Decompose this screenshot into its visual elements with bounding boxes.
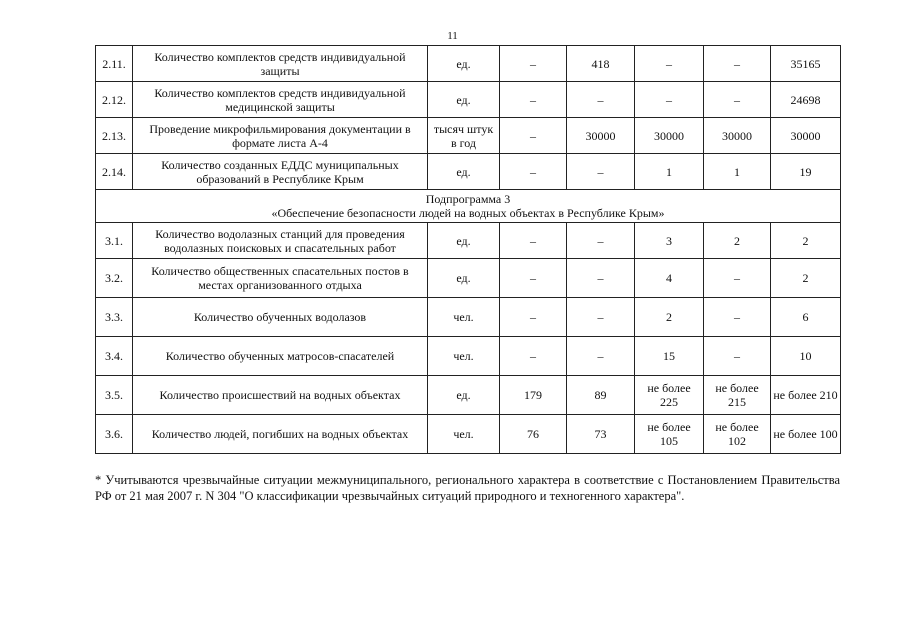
table-row [96, 337, 841, 376]
unit-cell: тысяч штук в год [428, 118, 500, 154]
value-cell: – [500, 46, 567, 82]
value-cell: 1 [635, 154, 704, 190]
value-cell: 30000 [704, 118, 771, 154]
value-cell: 4 [635, 259, 704, 298]
value-cell: – [704, 259, 771, 298]
value-cell: 73 [567, 415, 635, 454]
indicator-name: Количество обученных водолазов [133, 298, 428, 337]
value-cell: – [704, 337, 771, 376]
row-number: 2.11. [96, 46, 133, 82]
table-row [96, 82, 841, 118]
indicator-name: Количество происшествий на водных объектах [133, 376, 428, 415]
row-number: 3.4. [96, 337, 133, 376]
value-cell: 10 [771, 337, 841, 376]
indicator-name: Количество общественных спасательных постов в местах организованного отдыха [133, 259, 428, 298]
value-cell: не более 100 [771, 415, 841, 454]
table-row [96, 46, 841, 82]
value-cell: 19 [771, 154, 841, 190]
value-cell: 35165 [771, 46, 841, 82]
unit-cell: чел. [428, 337, 500, 376]
value-cell: 2 [704, 223, 771, 259]
value-cell: – [567, 337, 635, 376]
indicator-name: Количество комплектов средств индивидуальной медицинской защиты [133, 82, 428, 118]
value-cell: – [500, 337, 567, 376]
indicator-name: Количество созданных ЕДДС муниципальных образований в Республике Крым [133, 154, 428, 190]
unit-cell: чел. [428, 298, 500, 337]
value-cell: – [704, 82, 771, 118]
row-number: 2.13. [96, 118, 133, 154]
unit-cell: ед. [428, 259, 500, 298]
page-number: 11 [447, 30, 458, 42]
value-cell: – [500, 298, 567, 337]
value-cell: 6 [771, 298, 841, 337]
value-cell: – [635, 82, 704, 118]
value-cell: – [567, 154, 635, 190]
unit-cell: чел. [428, 415, 500, 454]
value-cell: – [567, 223, 635, 259]
unit-cell: ед. [428, 46, 500, 82]
table-row [96, 376, 841, 415]
unit-cell: ед. [428, 154, 500, 190]
value-cell: – [704, 298, 771, 337]
value-cell: – [500, 82, 567, 118]
table-row [96, 415, 841, 454]
value-cell: 3 [635, 223, 704, 259]
value-cell: 179 [500, 376, 567, 415]
value-cell: 2 [771, 259, 841, 298]
value-cell: 15 [635, 337, 704, 376]
value-cell: – [635, 46, 704, 82]
subprogram-subtitle: «Обеспечение безопасности людей на водных объектах в Республике Крым» [271, 206, 665, 220]
value-cell: 89 [567, 376, 635, 415]
subprogram-title: Подпрограмма 3 [425, 192, 511, 206]
value-cell: 30000 [771, 118, 841, 154]
value-cell: 2 [635, 298, 704, 337]
indicator-name: Количество водолазных станций для проведения водолазных поисковых и спасательных работ [133, 223, 428, 259]
row-number: 3.5. [96, 376, 133, 415]
value-cell: не более 225 [635, 376, 704, 415]
table-row [96, 259, 841, 298]
table-row [96, 154, 841, 190]
row-number: 3.6. [96, 415, 133, 454]
value-cell: – [567, 298, 635, 337]
unit-cell: ед. [428, 82, 500, 118]
value-cell: 1 [704, 154, 771, 190]
value-cell: 2 [771, 223, 841, 259]
indicators-table [95, 45, 841, 454]
value-cell: – [500, 259, 567, 298]
indicator-name: Количество обученных матросов-спасателей [133, 337, 428, 376]
row-number: 3.3. [96, 298, 133, 337]
value-cell: не более 215 [704, 376, 771, 415]
unit-cell: ед. [428, 376, 500, 415]
value-cell: не более 102 [704, 415, 771, 454]
table-row [96, 298, 841, 337]
table-row [96, 223, 841, 259]
row-number: 2.14. [96, 154, 133, 190]
row-number: 2.12. [96, 82, 133, 118]
indicator-name: Количество людей, погибших на водных объектах [133, 415, 428, 454]
subprogram-heading [96, 190, 841, 223]
value-cell: не более 210 [771, 376, 841, 415]
indicator-name: Проведение микрофильмирования документации в формате листа А-4 [133, 118, 428, 154]
subprogram-row [96, 190, 841, 223]
value-cell: 418 [567, 46, 635, 82]
value-cell: 76 [500, 415, 567, 454]
value-cell: 30000 [567, 118, 635, 154]
value-cell: 24698 [771, 82, 841, 118]
value-cell: – [500, 154, 567, 190]
table-row [96, 118, 841, 154]
value-cell: – [567, 259, 635, 298]
value-cell: – [704, 46, 771, 82]
row-number: 3.2. [96, 259, 133, 298]
value-cell: не более 105 [635, 415, 704, 454]
value-cell: – [500, 118, 567, 154]
footnote: * Учитываются чрезвычайные ситуации межмуниципального, регионального характера в соответствие с Постановлением Правительства РФ от 21 мая 2007 г. N 304 "О классификации чрезвычайных ситуаций природного и техногенного характера". [95, 473, 840, 503]
unit-cell: ед. [428, 223, 500, 259]
value-cell: – [567, 82, 635, 118]
row-number: 3.1. [96, 223, 133, 259]
indicator-name: Количество комплектов средств индивидуальной защиты [133, 46, 428, 82]
value-cell: – [500, 223, 567, 259]
value-cell: 30000 [635, 118, 704, 154]
